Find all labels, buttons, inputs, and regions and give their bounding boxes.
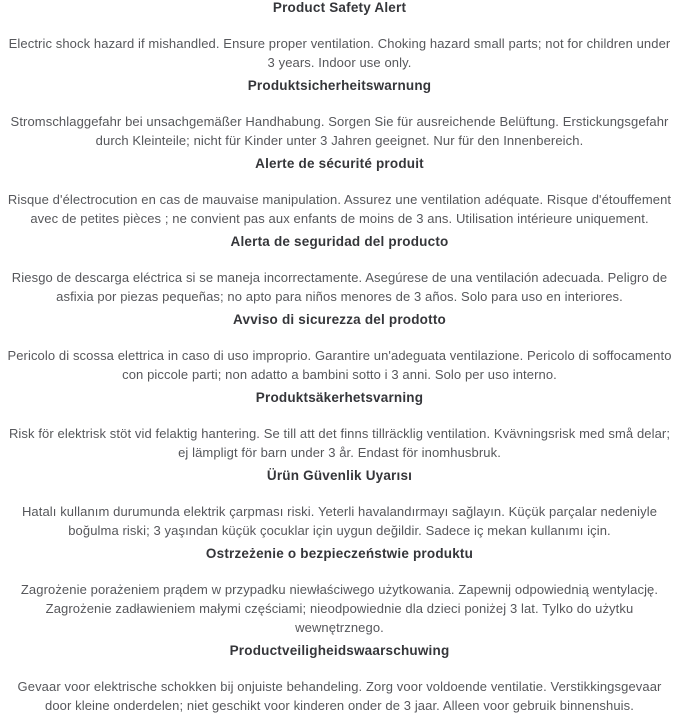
safety-notice-heading: Alerte de sécurité produit — [255, 156, 424, 171]
safety-notice-section — [5, 235, 674, 306]
safety-notice-heading: Ürün Güvenlik Uyarısı — [266, 468, 413, 483]
safety-notice-heading: Productveiligheidswaarschuwing — [229, 643, 450, 658]
safety-notice-text: Zagrożenie porażeniem prądem w przypadku niewłaściwego użytkowania. Zapewnij odpowiednią wentylację. Zagrożenie zadławieniem małymi częściami; nieodpowiednie dla dzieci poniżej 3 lat. Tylko do użytku wewnętrznego. — [20, 582, 659, 635]
safety-notice-text: Electric shock hazard if mishandled. Ensure proper ventilation. Choking hazard small parts; not for children under 3 years. Indoor use only. — [8, 36, 671, 70]
safety-notice-text: Risk för elektrisk stöt vid felaktig hantering. Se till att det finns tillräcklig ventilation. Kvävningsrisk med små delar; ej lämpligt för barn under 3 år. Endast för inomhusbruk. — [8, 426, 671, 460]
safety-notice-heading: Produktsicherheitswarnung — [247, 78, 432, 93]
safety-notice-section — [5, 79, 674, 150]
safety-notice-text: Riesgo de descarga eléctrica si se maneja incorrectamente. Asegúrese de una ventilación adecuada. Peligro de asfixia por piezas pequeñas; no apto para niños menores de 3 años. Solo para uso en interiores. — [11, 270, 668, 304]
safety-notice-heading: Ostrzeżenie o bezpieczeństwie produktu — [205, 546, 474, 561]
safety-notice-section — [5, 313, 674, 384]
safety-notice-text: Gevaar voor elektrische schokken bij onjuiste behandeling. Zorg voor voldoende ventilatie. Verstikkingsgevaar door kleine onderdelen; niet geschikt voor kinderen onder de 3 jaar. Alleen voor gebruik binnenshuis. — [17, 679, 662, 713]
safety-notice-text: Hatalı kullanım durumunda elektrik çarpması riski. Yeterli havalandırmayı sağlayın. Küçük parçalar nedeniyle boğulma riski; 3 yaşından küçük çocuklar için uygun değildir. Sadece iç mekan kullanımı için. — [21, 504, 658, 538]
safety-notice-heading: Alerta de seguridad del producto — [230, 234, 449, 249]
safety-notice-heading: Product Safety Alert — [272, 0, 407, 15]
safety-notice-heading: Produktsäkerhetsvarning — [255, 390, 424, 405]
safety-notice-section — [5, 157, 674, 228]
safety-notice-section — [5, 547, 674, 637]
safety-notice-section — [5, 391, 674, 462]
safety-notice-text: Stromschlaggefahr bei unsachgemäßer Handhabung. Sorgen Sie für ausreichende Belüftung. Erstickungsgefahr durch Kleinteile; nicht für Kinder unter 3 Jahren geeignet. Nur für den Innenbereich. — [10, 114, 669, 148]
safety-notice-heading: Avviso di sicurezza del prodotto — [233, 312, 446, 327]
safety-notice-section — [5, 1, 674, 72]
safety-notice-section — [5, 644, 674, 715]
safety-notice-text: Pericolo di scossa elettrica in caso di uso improprio. Garantire un'adeguata ventilazione. Pericolo di soffocamento con piccole parti; non adatto a bambini sotto i 3 anni. Solo per uso interno. — [7, 348, 672, 382]
safety-notice-text: Risque d'électrocution en cas de mauvaise manipulation. Assurez une ventilation adéquate. Risque d'étouffement avec de petites pièces ; ne convient pas aux enfants de moins de 3 ans. Utilisation intérieure uniquement. — [7, 192, 672, 226]
safety-notice-section — [5, 469, 674, 540]
